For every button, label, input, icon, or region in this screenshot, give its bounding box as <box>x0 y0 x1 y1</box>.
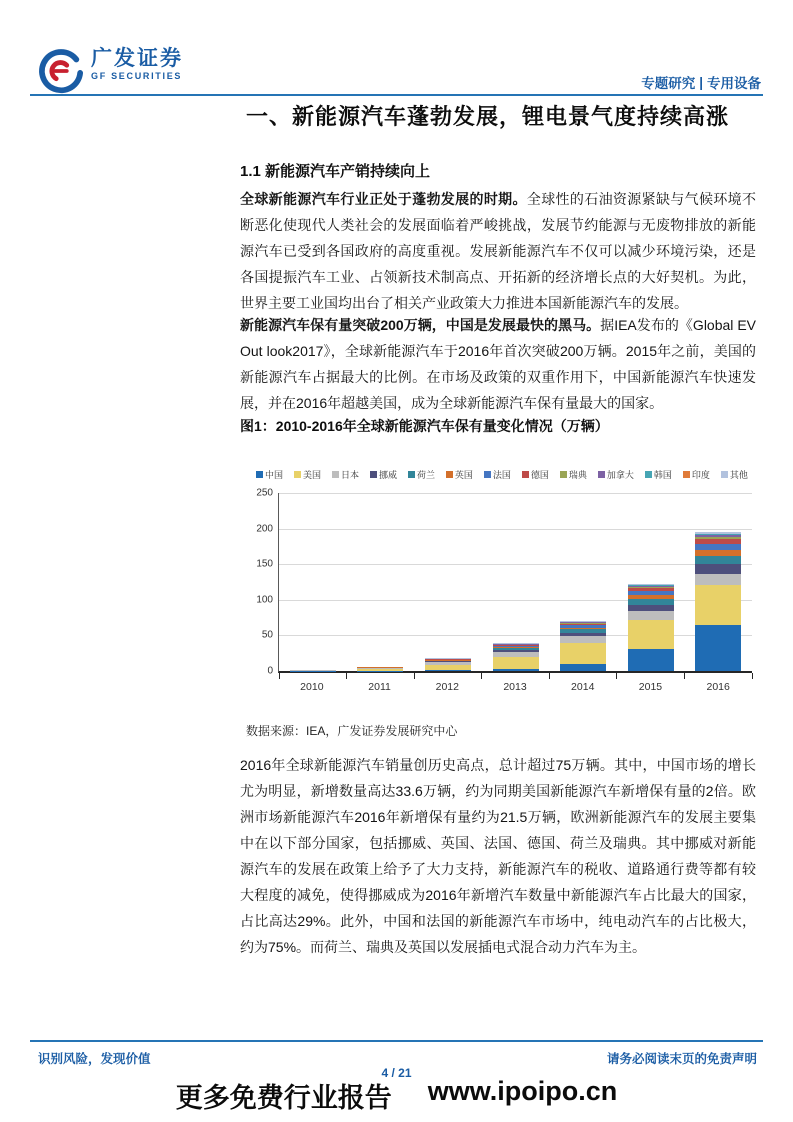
legend-swatch-icon <box>446 471 453 478</box>
segment-中国 <box>560 664 606 671</box>
legend-label: 印度 <box>691 470 710 480</box>
y-tick-label: 250 <box>256 487 273 499</box>
x-tick-mark <box>616 673 617 679</box>
legend-label: 韩国 <box>653 470 672 480</box>
x-tick-label: 2012 <box>435 681 459 693</box>
bar-2015 <box>628 584 674 671</box>
promo-url: www.ipoipo.cn <box>427 1076 618 1106</box>
stacked-bar-chart <box>252 468 752 693</box>
x-tick-mark <box>346 673 347 679</box>
legend-swatch-icon <box>683 471 690 478</box>
legend-item <box>721 468 748 481</box>
segment-日本 <box>695 574 741 585</box>
y-tick-label: 0 <box>267 665 273 677</box>
bar-2010 <box>290 670 336 671</box>
legend-swatch-icon <box>256 471 263 478</box>
brand-name-cn: 广发证券 <box>91 47 183 70</box>
chart-legend <box>252 468 752 481</box>
segment-美国 <box>560 643 606 664</box>
bar-slot <box>684 493 752 671</box>
brand-text <box>91 48 183 81</box>
legend-item <box>560 468 587 481</box>
x-tick-mark <box>684 673 685 679</box>
legend-swatch-icon <box>332 471 339 478</box>
paragraph-1 <box>240 186 756 316</box>
legend-label: 挪威 <box>378 470 397 480</box>
legend-item <box>332 468 359 481</box>
legend-item <box>598 468 634 481</box>
page-number: 4 / 21 <box>381 1066 412 1080</box>
data-source-note: 数据来源：IEA，广发证券发展研究中心 <box>246 724 458 738</box>
legend-swatch-icon <box>408 471 415 478</box>
legend-item <box>522 468 549 481</box>
legend-label: 加拿大 <box>606 470 634 480</box>
gf-logo-icon <box>38 48 84 99</box>
legend-item <box>256 468 283 481</box>
footer-slogan: 识别风险，发现价值 <box>38 1052 151 1066</box>
paragraph-2 <box>240 312 756 416</box>
legend-label: 其他 <box>729 470 748 480</box>
footer-disclaimer-note: 请务必阅读末页的免责声明 <box>606 1052 757 1066</box>
paragraph-2-body: 据IEA发布的《Global EV Out look2017》，全球新能源汽车于2016年首次突破200万辆。2015年之前，美国的新能源汽车占据最大的比例。在市场及政策的双重作用下，中国新能源汽车快速发展，并在2016年超越美国，成为全球新能源汽车保有量最大的国家。 <box>240 317 756 411</box>
x-tick-label: 2013 <box>503 681 527 693</box>
segment-中国 <box>425 670 471 671</box>
bar-slot <box>279 493 347 671</box>
x-tick-label: 2015 <box>638 681 663 693</box>
plot-area <box>278 493 752 673</box>
legend-swatch-icon <box>598 471 605 478</box>
bar-slot <box>347 493 415 671</box>
segment-挪威 <box>695 564 741 573</box>
y-tick-label: 150 <box>256 558 273 570</box>
segment-日本 <box>628 611 674 620</box>
paragraph-3: 2016年全球新能源汽车销量创历史高点，总计超过75万辆。其中，中国市场的增长尤为明显，新增数量高达33.6万辆，约为同期美国新能源汽车新增保有量的2倍。欧洲市场新能源汽车2016年新增保有量约为21.5万辆，欧洲新能源汽车的发展主要集中在以下部分国家，包括挪威、英国、法国、德国、荷兰及瑞典。其中挪威对新能源汽车的发展在政策上给予了大力支持，新能源汽车的税收、道路通行费等都有较大程度的减免，使得挪威成为2016年新增汽车数量中新能源汽车占比最大的国家，占比高达29%。此外，中国和法国的新能源汽车市场中，纯电动汽车的占比极大，约为75%。而荷兰、瑞典及英国以发展插电式混合动力汽车为主。 <box>240 757 756 955</box>
legend-item <box>446 468 473 481</box>
category-divider: | <box>699 74 703 90</box>
x-tick-label: 2011 <box>368 681 391 693</box>
legend-swatch-icon <box>484 471 491 478</box>
legend-item <box>294 468 321 481</box>
paragraph-2-lead: 新能源汽车保有量突破200万辆，中国是发展最快的黑马。 <box>240 317 601 333</box>
segment-美国 <box>695 585 741 625</box>
promo-text: 更多免费行业报告 <box>175 1083 392 1113</box>
legend-label: 英国 <box>454 470 473 480</box>
segment-日本 <box>560 636 606 643</box>
x-tick-label: 2010 <box>300 681 324 693</box>
category-industry: 专用设备 <box>707 76 761 91</box>
gf-securities-logo <box>38 48 183 99</box>
segment-美国 <box>628 620 674 649</box>
bar-slot <box>549 493 617 671</box>
legend-item <box>484 468 511 481</box>
legend-label: 日本 <box>340 470 359 480</box>
paragraph-1-lead: 全球新能源汽车行业正处于蓬勃发展的时期。 <box>240 191 527 207</box>
bar-slot <box>482 493 550 671</box>
segment-中国 <box>628 649 674 671</box>
segment-中国 <box>695 625 741 671</box>
y-axis <box>252 487 278 677</box>
legend-swatch-icon <box>560 471 567 478</box>
legend-swatch-icon <box>370 471 377 478</box>
legend-swatch-icon <box>294 471 301 478</box>
x-tick-label: 2014 <box>571 681 595 693</box>
legend-label: 瑞典 <box>568 470 587 480</box>
legend-label: 美国 <box>302 470 321 480</box>
bar-2013 <box>493 643 539 671</box>
bar-slot <box>617 493 685 671</box>
bar-slot <box>414 493 482 671</box>
x-tick-mark <box>279 673 280 679</box>
bar-2012 <box>425 658 471 671</box>
legend-item <box>408 468 435 481</box>
legend-swatch-icon <box>721 471 728 478</box>
x-tick-mark <box>414 673 415 679</box>
y-tick-label: 50 <box>261 629 273 641</box>
x-tick-mark <box>481 673 482 679</box>
legend-label: 中国 <box>265 470 284 480</box>
paragraph-1-body: 全球性的石油资源紧缺与气候环境不断恶化使现代人类社会的发展面临着严峻挑战，发展节约能源与无废物排放的新能源汽车已受到各国政府的高度重视。发展新能源汽车不仅可以减少环境污染，还是各国提振汽车工业、占领新技术制高点、开拓新的经济增长点的大好契机。为此，世界主要工业国均出台了相关产业政策大力推进本国新能源汽车的发展。 <box>240 191 757 311</box>
bars-row <box>279 493 752 671</box>
x-tick-mark <box>549 673 550 679</box>
brand-name-en: GF SECURITIES <box>91 71 183 81</box>
footer-divider-line <box>30 1040 763 1042</box>
y-tick-label: 200 <box>256 523 273 535</box>
legend-item <box>645 468 672 481</box>
section-title: 一、新能源汽车蓬勃发展，锂电景气度持续高涨 <box>245 104 729 129</box>
segment-中国 <box>493 669 539 671</box>
legend-swatch-icon <box>522 471 529 478</box>
report-category <box>641 72 761 92</box>
bar-2016 <box>695 532 741 671</box>
bar-2011 <box>357 667 403 671</box>
segment-美国 <box>493 657 539 669</box>
plot-wrap <box>252 487 752 677</box>
legend-label: 荷兰 <box>416 470 435 480</box>
bar-2014 <box>560 621 606 671</box>
figure-caption: 图1：2010-2016年全球新能源汽车保有量变化情况（万辆） <box>240 418 609 434</box>
legend-swatch-icon <box>645 471 652 478</box>
x-tick-label: 2016 <box>706 681 730 693</box>
header-divider-line <box>30 94 763 96</box>
x-axis <box>278 681 752 693</box>
legend-label: 法国 <box>492 470 511 480</box>
legend-item <box>370 468 397 481</box>
legend-label: 德国 <box>530 470 549 480</box>
x-tick-mark <box>752 673 753 679</box>
y-tick-label: 100 <box>256 594 273 606</box>
legend-item <box>683 468 710 481</box>
segment-荷兰 <box>695 556 741 564</box>
promo-banner <box>0 1076 793 1115</box>
category-topic: 专题研究 <box>641 76 696 91</box>
subsection-title: 1.1 新能源汽车产销持续向上 <box>240 163 431 180</box>
